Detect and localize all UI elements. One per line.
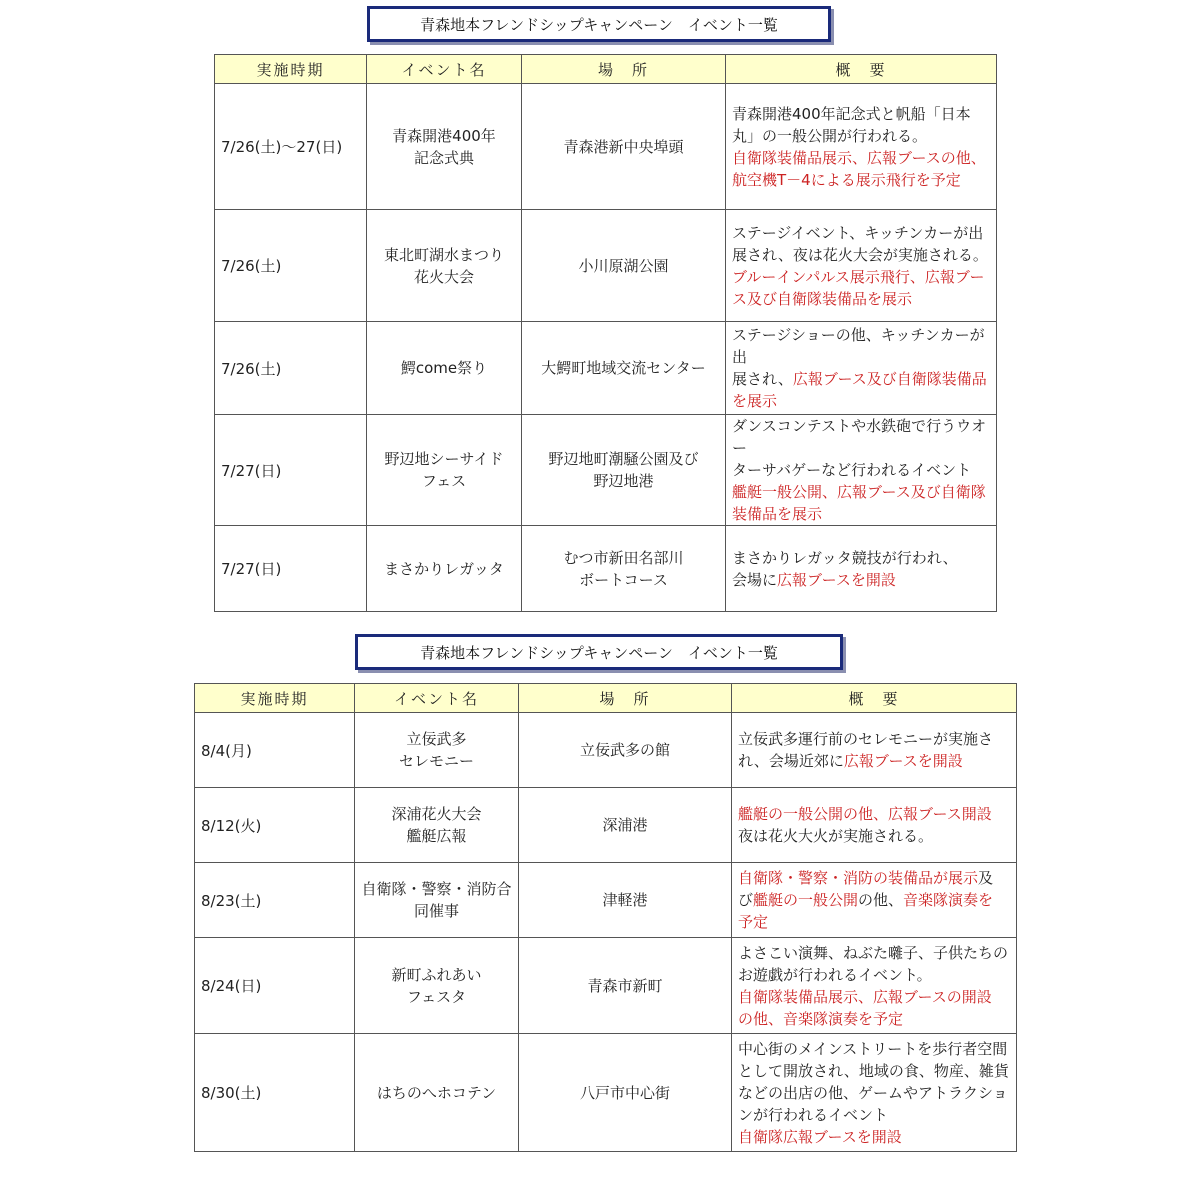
date-cell: 7/27(日)	[215, 415, 367, 526]
table-row	[215, 210, 997, 322]
header-place: 場 所	[519, 684, 732, 713]
date-cell: 8/30(土)	[195, 1034, 355, 1152]
section2-title: 青森地本フレンドシップキャンペーン イベント一覧	[355, 634, 843, 670]
place-cell: 青森港新中央埠頭	[522, 84, 726, 210]
summary-cell: ステージショーの他、キッチンカーが出 展され、広報ブース及び自衛隊装備品 を展示	[726, 322, 997, 415]
table-header-row	[195, 684, 1017, 713]
place-cell: 深浦港	[519, 788, 732, 863]
summary-cell: ステージイベント、キッチンカーが出 展され、夜は花火大会が実施される。 ブルーインパルス展示飛行、広報ブー ス及び自衛隊装備品を展示	[726, 210, 997, 322]
place-cell: 八戸市中心街	[519, 1034, 732, 1152]
summary-cell: 自衛隊・警察・消防の装備品が展示及 び艦艇の一般公開の他、音楽隊演奏を 予定	[732, 863, 1017, 938]
table-header-row	[215, 55, 997, 84]
section1-title: 青森地本フレンドシップキャンペーン イベント一覧	[367, 6, 831, 42]
date-cell: 8/12(火)	[195, 788, 355, 863]
table-row	[215, 322, 997, 415]
summary-cell: 青森開港400年記念式と帆船「日本 丸」の一般公開が行われる。 自衛隊装備品展示、広報ブースの他、 航空機T－4による展示飛行を予定	[726, 84, 997, 210]
place-cell: 立佞武多の館	[519, 713, 732, 788]
summary-cell: まさかりレガッタ競技が行われ、 会場に広報ブースを開設	[726, 526, 997, 612]
table-row	[195, 1034, 1017, 1152]
header-event: イベント名	[367, 55, 522, 84]
place-cell: 小川原湖公園	[522, 210, 726, 322]
table-row	[215, 415, 997, 526]
place-cell: むつ市新田名部川 ボートコース	[522, 526, 726, 612]
header-place: 場 所	[522, 55, 726, 84]
event-cell: 鰐come祭り	[367, 322, 522, 415]
date-cell: 7/26(土)～27(日)	[215, 84, 367, 210]
summary-cell: 中心街のメインストリートを歩行者空間 として開放され、地域の食、物産、雑貨 などの出店の他、ゲームやアトラクショ ンが行われるイベント 自衛隊広報ブースを開設	[732, 1034, 1017, 1152]
table-row	[215, 84, 997, 210]
date-cell: 8/23(土)	[195, 863, 355, 938]
event-table-july	[214, 54, 997, 612]
date-cell: 8/24(日)	[195, 938, 355, 1034]
table-row	[195, 713, 1017, 788]
event-cell: 新町ふれあい フェスタ	[355, 938, 519, 1034]
header-date: 実施時期	[195, 684, 355, 713]
event-cell: 東北町湖水まつり 花火大会	[367, 210, 522, 322]
table-row	[195, 788, 1017, 863]
event-table-august	[194, 683, 1017, 1152]
date-cell: 7/26(土)	[215, 322, 367, 415]
place-cell: 大鰐町地域交流センター	[522, 322, 726, 415]
event-cell: はちのへホコテン	[355, 1034, 519, 1152]
event-cell: 立佞武多 セレモニー	[355, 713, 519, 788]
table-row	[215, 526, 997, 612]
date-cell: 7/26(土)	[215, 210, 367, 322]
header-date: 実施時期	[215, 55, 367, 84]
place-cell: 野辺地町潮騒公園及び 野辺地港	[522, 415, 726, 526]
event-cell: 自衛隊・警察・消防合 同催事	[355, 863, 519, 938]
header-summary: 概 要	[726, 55, 997, 84]
summary-cell: 立佞武多運行前のセレモニーが実施さ れ、会場近郊に広報ブースを開設	[732, 713, 1017, 788]
table-row	[195, 863, 1017, 938]
event-cell: 野辺地シーサイド フェス	[367, 415, 522, 526]
date-cell: 8/4(月)	[195, 713, 355, 788]
table-row	[195, 938, 1017, 1034]
event-cell: 深浦花火大会 艦艇広報	[355, 788, 519, 863]
event-cell: 青森開港400年 記念式典	[367, 84, 522, 210]
place-cell: 青森市新町	[519, 938, 732, 1034]
header-summary: 概 要	[732, 684, 1017, 713]
summary-cell: ダンスコンテストや水鉄砲で行うウオー ターサバゲーなど行われるイベント 艦艇一般公開、広報ブース及び自衛隊 装備品を展示	[726, 415, 997, 526]
summary-cell: 艦艇の一般公開の他、広報ブース開設 夜は花火大火が実施される。	[732, 788, 1017, 863]
event-cell: まさかりレガッタ	[367, 526, 522, 612]
date-cell: 7/27(日)	[215, 526, 367, 612]
summary-cell: よさこい演舞、ねぶた囃子、子供たちの お遊戯が行われるイベント。 自衛隊装備品展示、広報ブースの開設 の他、音楽隊演奏を予定	[732, 938, 1017, 1034]
header-event: イベント名	[355, 684, 519, 713]
place-cell: 津軽港	[519, 863, 732, 938]
